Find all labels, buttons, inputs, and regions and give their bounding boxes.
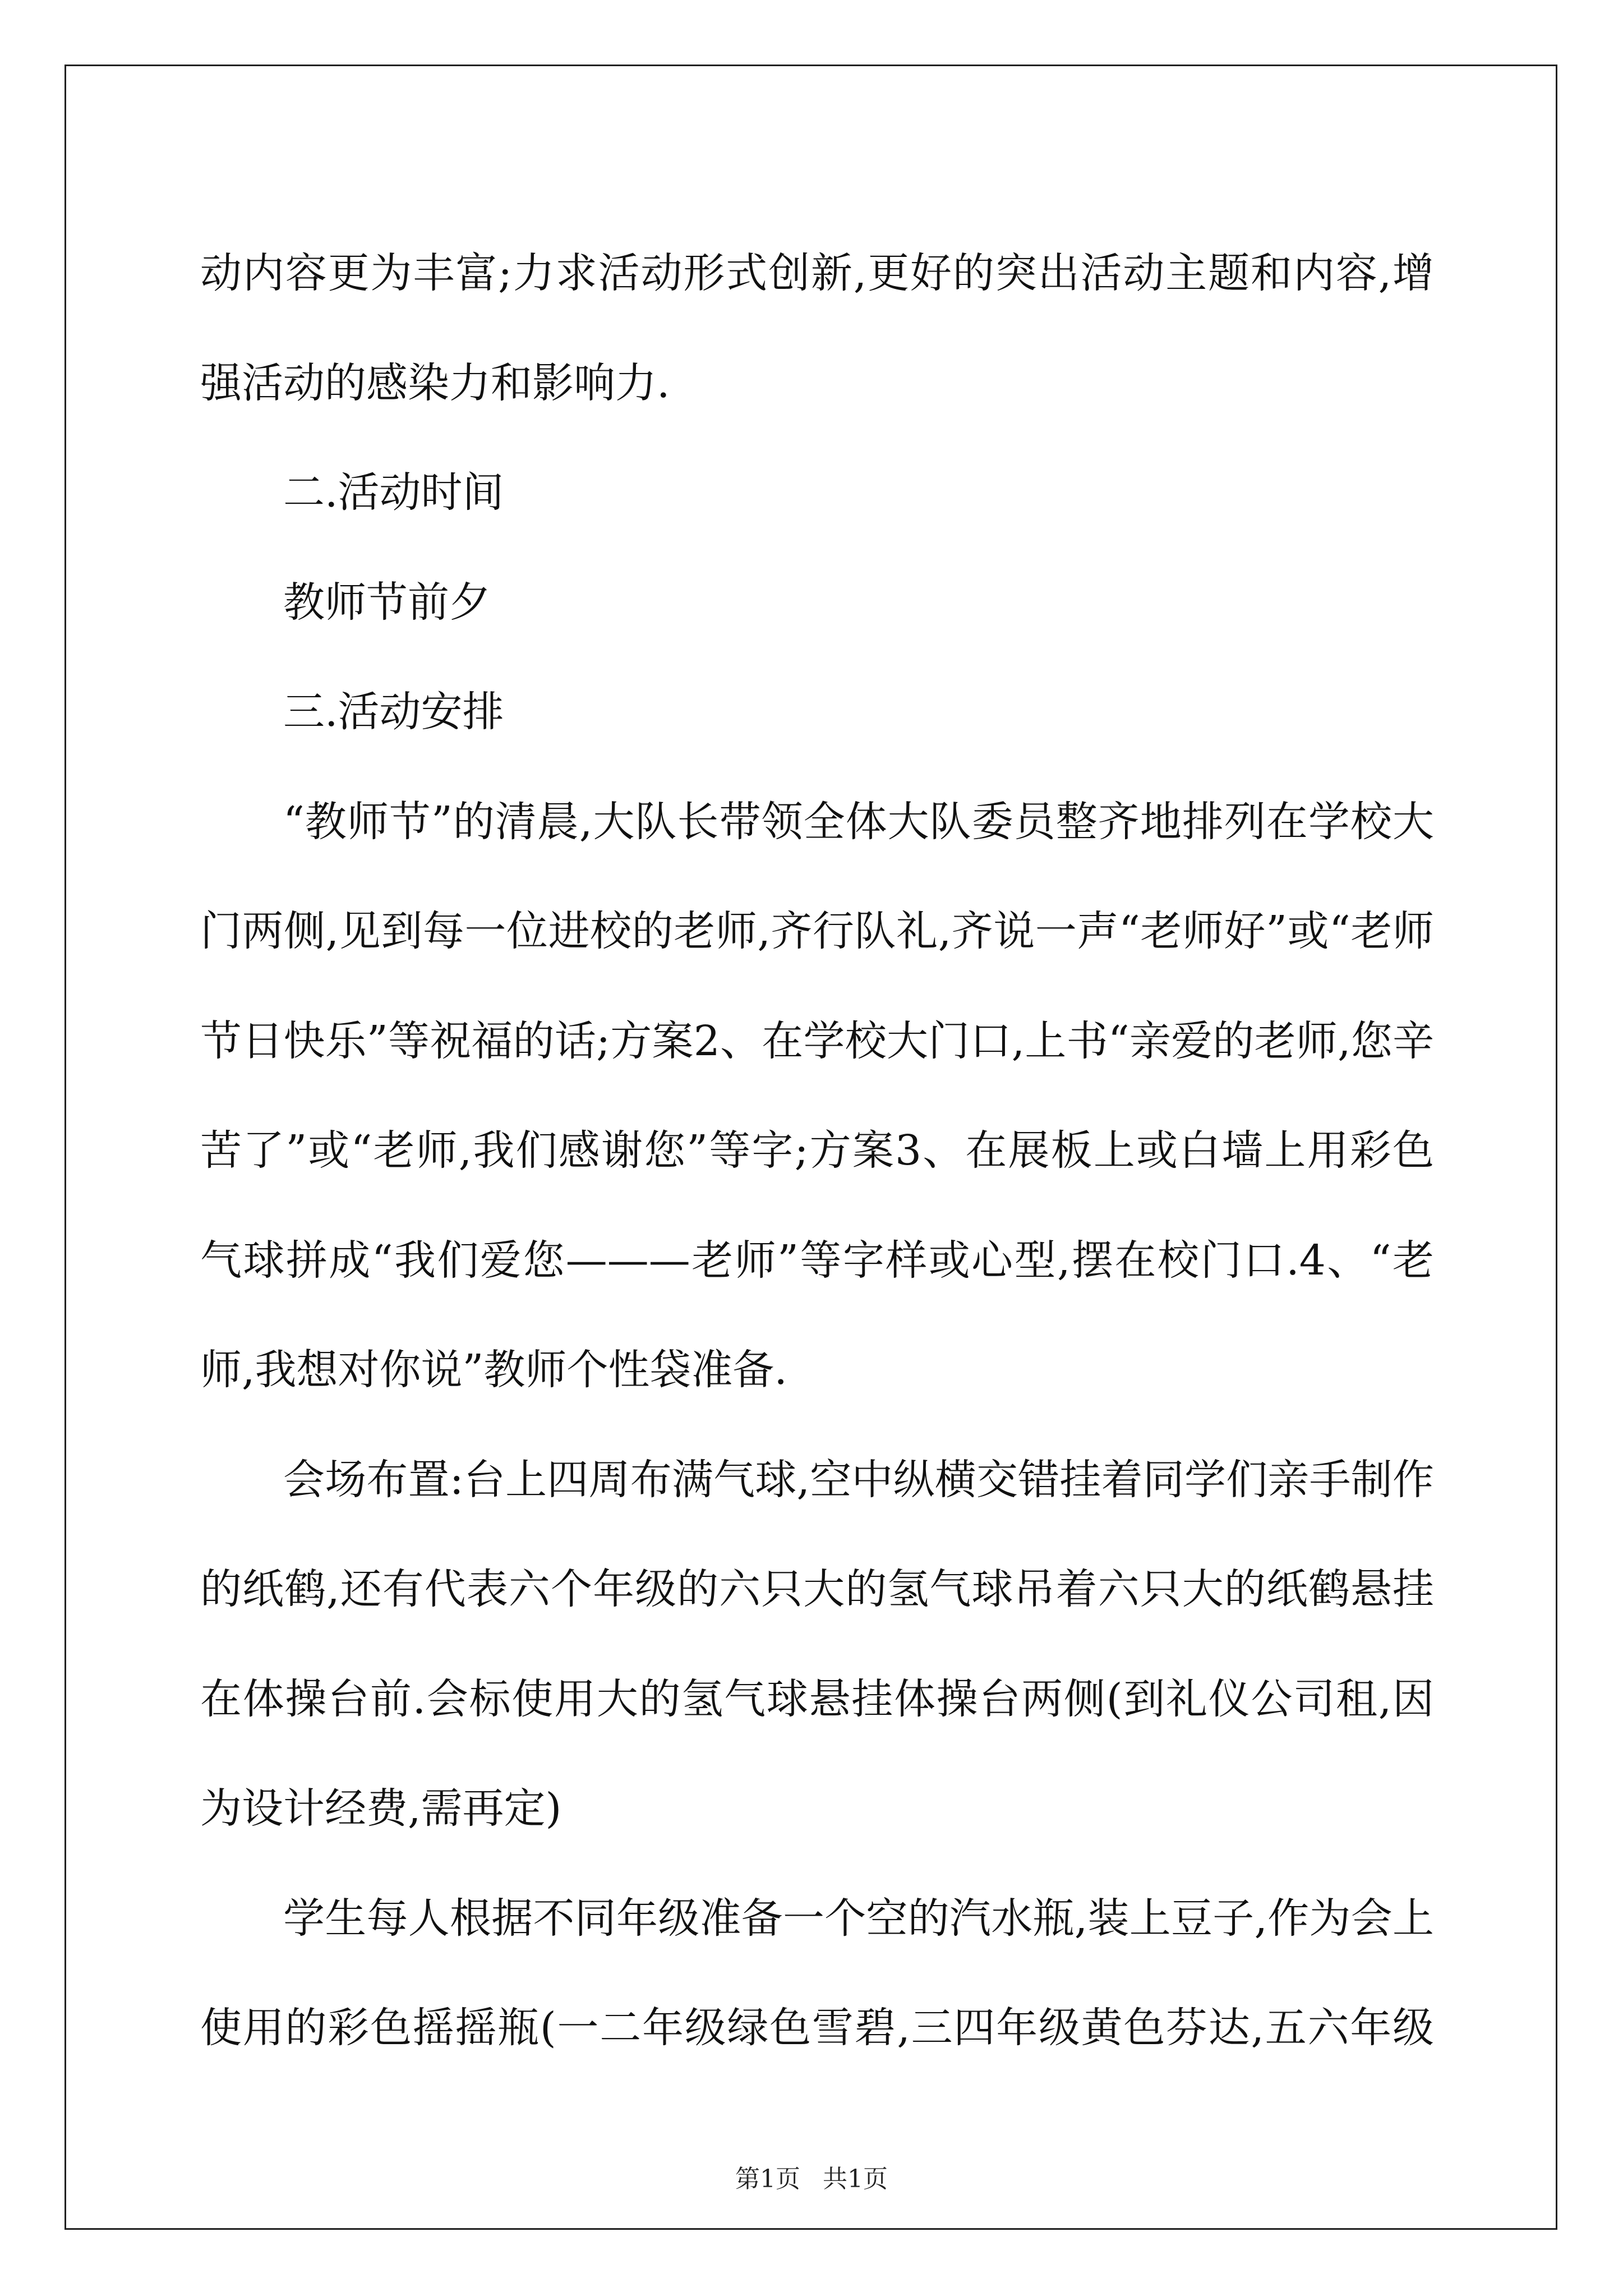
- page-total: 共1页: [823, 2165, 888, 2193]
- page-number: 第1页: [735, 2165, 800, 2193]
- paragraph-morning-greeting: “教师节”的清晨,大队长带领全体大队委员整齐地排列在学校大门两侧,见到每一位进校的老师,齐行队礼,齐说一声“老师好”或“老师节日快乐”等祝福的话;方案2、在学校大门口,上书“亲爱的老师,您辛苦了”或“老师,我们感谢您”等字;方案3、在展板上或白墙上用彩色气球拼成“我们爱您———老师”等字样或心型,摆在校门口.4、“老师,我想对你说”教师个性袋准备.: [200, 797, 1434, 1394]
- paragraph-intro-continuation: 动内容更为丰富;力求活动形式创新,更好的突出活动主题和内容,增强活动的感染力和影响力.: [200, 249, 1434, 407]
- heading-activity-arrangement: 三.活动安排: [283, 688, 504, 736]
- paragraph-activity-time: 教师节前夕: [283, 578, 491, 627]
- paragraph-venue-decoration: 会场布置:台上四周布满气球,空中纵横交错挂着同学们亲手制作的纸鹤,还有代表六个年级的六只大的氢气球吊着六只大的纸鹤悬挂在体操台前.会标使用大的氢气球悬挂体操台两侧(到礼仪公司租,因为设计经费,需再定): [200, 1455, 1434, 1833]
- page-footer: [0, 2159, 1623, 2194]
- document-body: [200, 219, 1434, 2083]
- heading-activity-time: 二.活动时间: [283, 468, 504, 517]
- paragraph-shaker-bottles: 学生每人根据不同年级准备一个空的汽水瓶,装上豆子,作为会上使用的彩色摇摇瓶(一二年级绿色雪碧,三四年级黄色芬达,五六年级: [200, 1894, 1434, 2052]
